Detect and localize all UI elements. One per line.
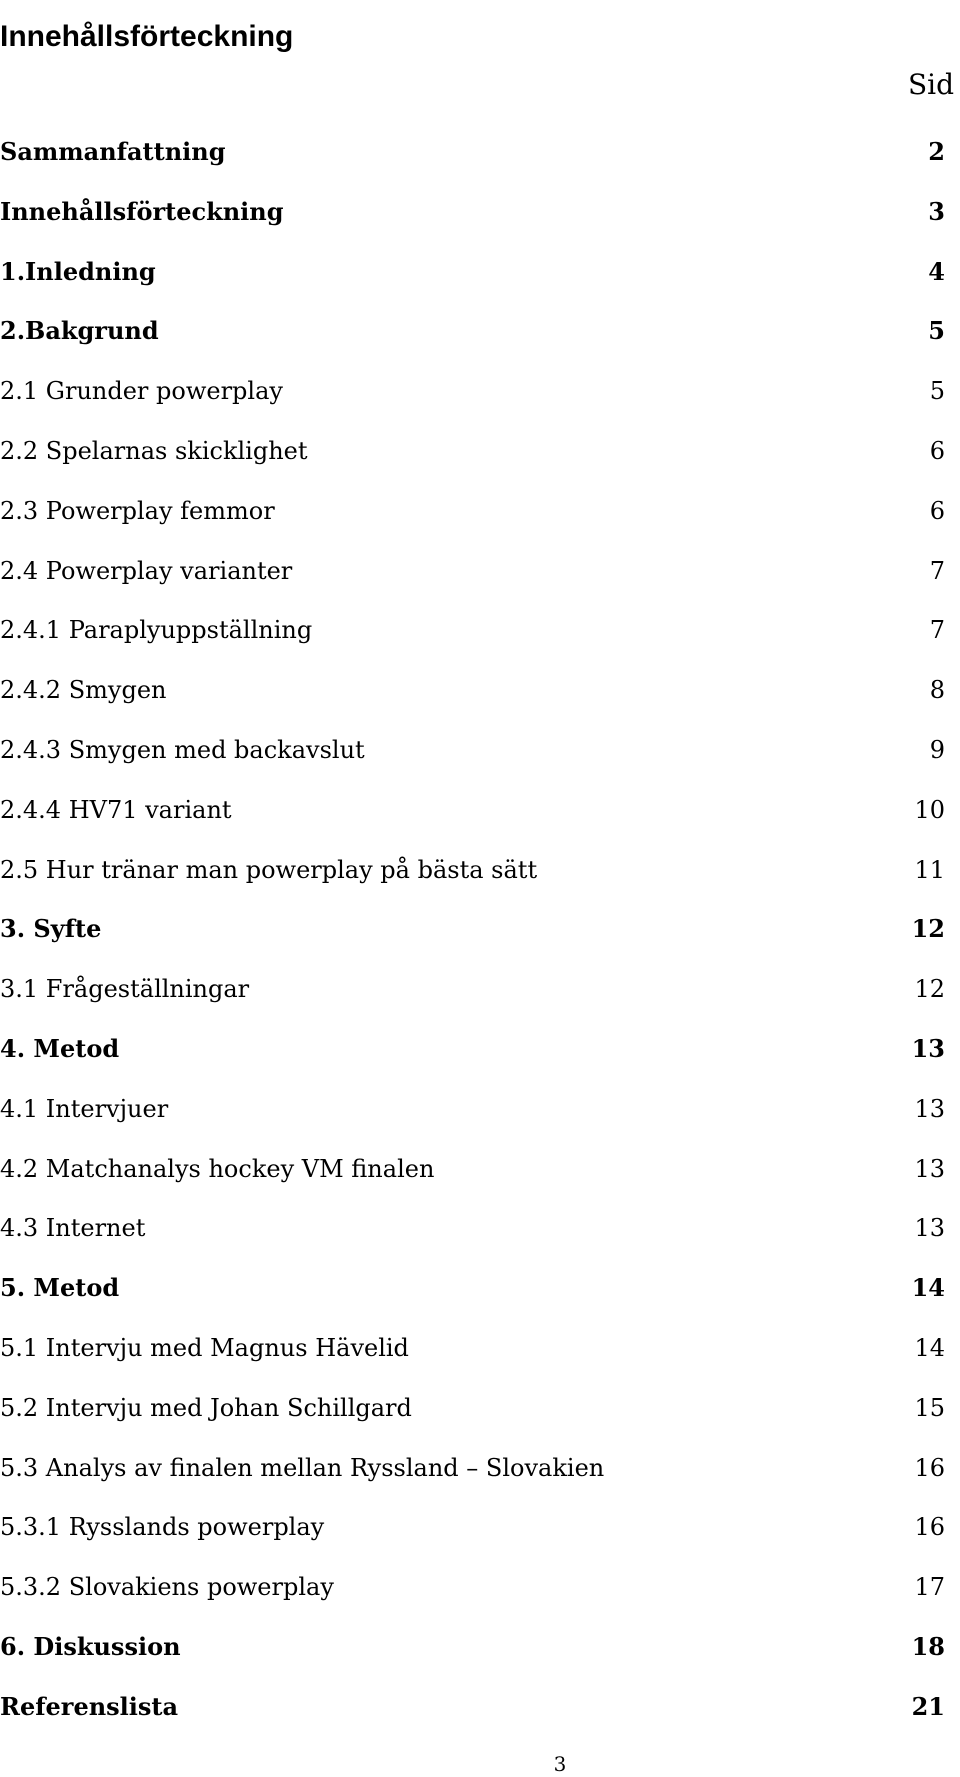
- toc-entry-page: 12: [914, 975, 945, 1004]
- toc-entry[interactable]: [0, 375, 960, 435]
- toc-entry-page: 11: [914, 855, 945, 884]
- toc-entry[interactable]: [0, 1452, 960, 1512]
- toc-entry[interactable]: [0, 1033, 960, 1093]
- page-number: 3: [553, 1752, 567, 1776]
- toc-entry-label: 4. Metod: [0, 1033, 120, 1063]
- toc-entry-page: 13: [911, 1033, 945, 1063]
- toc-entry-label: 3.1 Frågeställningar: [0, 975, 250, 1004]
- toc-entry-page: 16: [914, 1453, 945, 1482]
- toc-entry-label: 5.1 Intervju med Magnus Hävelid: [0, 1333, 409, 1362]
- toc-entry-page: 7: [929, 556, 945, 585]
- toc-entry-page: 4: [928, 256, 945, 286]
- toc-entry-page: 10: [914, 795, 945, 824]
- toc-entry-page: 17: [914, 1573, 945, 1602]
- toc-entry-label: 2.4.1 Paraplyuppställning: [0, 616, 313, 645]
- toc-entry-page: 21: [911, 1691, 945, 1721]
- toc-entry-label: 2.4 Powerplay varianter: [0, 556, 293, 585]
- toc-entry[interactable]: [0, 315, 960, 375]
- toc-entry-label: 1.Inledning: [0, 256, 156, 286]
- toc-entry-page: 2: [928, 137, 945, 166]
- toc-entry-page: 14: [914, 1333, 945, 1362]
- toc-entry-page: 3: [928, 196, 945, 226]
- toc-entry[interactable]: [0, 1571, 960, 1631]
- toc-entry-label: Referenslista: [0, 1691, 179, 1721]
- toc-entry-page: 9: [929, 735, 945, 764]
- toc-entry[interactable]: [0, 495, 960, 555]
- toc-entry-page: 8: [929, 676, 945, 705]
- toc-entry-page: 5: [928, 316, 945, 346]
- toc-entry[interactable]: [0, 435, 960, 495]
- toc-entry[interactable]: [0, 1272, 960, 1332]
- toc-entry-page: 13: [914, 1154, 945, 1183]
- toc-entry-page: 6: [929, 436, 945, 465]
- toc-entry[interactable]: [0, 614, 960, 674]
- toc-entry[interactable]: [0, 734, 960, 794]
- toc-entry-page: 18: [911, 1631, 945, 1661]
- toc-entry-page: 13: [914, 1094, 945, 1123]
- toc-entry[interactable]: [0, 674, 960, 734]
- toc-entry-page: 12: [911, 914, 945, 944]
- toc-entry-label: 5.3.1 Rysslands powerplay: [0, 1513, 325, 1542]
- toc-entry-page: 7: [929, 616, 945, 645]
- toc-entry-page: 13: [914, 1214, 945, 1243]
- toc-entry[interactable]: [0, 1153, 960, 1213]
- toc-entry-label: 4.1 Intervjuer: [0, 1094, 169, 1123]
- toc-entry[interactable]: [0, 973, 960, 1033]
- toc-entry[interactable]: [0, 1392, 960, 1452]
- toc-entry[interactable]: [0, 1212, 960, 1272]
- toc-entry-label: Innehållsförteckning: [0, 196, 284, 226]
- toc-entry[interactable]: [0, 1093, 960, 1153]
- toc-entry[interactable]: [0, 1332, 960, 1392]
- toc-entry-label: 4.3 Internet: [0, 1214, 146, 1243]
- toc-entry-page: 5: [929, 377, 945, 406]
- toc-entry-label: 3. Syfte: [0, 914, 102, 944]
- toc-entry-label: 4.2 Matchanalys hockey VM finalen: [0, 1154, 435, 1183]
- toc-entry-page: 16: [914, 1513, 945, 1542]
- toc-entry-label: 6. Diskussion: [0, 1631, 181, 1661]
- toc-entry-label: 2.4.2 Smygen: [0, 676, 167, 705]
- toc-entry-label: 2.Bakgrund: [0, 316, 159, 346]
- toc-entry-label: 2.3 Powerplay femmor: [0, 496, 275, 525]
- toc-entry-label: 2.5 Hur tränar man powerplay på bästa sätt: [0, 855, 538, 884]
- toc-entry-label: 2.2 Spelarnas skicklighet: [0, 436, 308, 465]
- toc-entry[interactable]: [0, 1691, 960, 1751]
- toc-entry-label: 5. Metod: [0, 1273, 120, 1303]
- toc-entry[interactable]: [0, 1631, 960, 1691]
- toc-entry-page: 14: [911, 1273, 945, 1303]
- toc-entry[interactable]: [0, 1511, 960, 1571]
- toc-entry-label: 5.2 Intervju med Johan Schillgard: [0, 1393, 412, 1422]
- toc-entry[interactable]: [0, 913, 960, 973]
- toc-entry[interactable]: [0, 794, 960, 854]
- table-of-contents: [0, 136, 960, 1751]
- toc-entry[interactable]: [0, 196, 960, 256]
- toc-entry-label: 5.3.2 Slovakiens powerplay: [0, 1573, 334, 1602]
- toc-entry-label: 2.4.4 HV71 variant: [0, 795, 232, 824]
- page-title: Innehållsförteckning: [0, 20, 294, 54]
- toc-entry-page: 6: [929, 496, 945, 525]
- page-column-header: Sid: [908, 68, 955, 101]
- toc-entry[interactable]: [0, 555, 960, 615]
- toc-entry[interactable]: [0, 256, 960, 316]
- toc-entry-label: Sammanfattning: [0, 137, 226, 166]
- toc-entry-page: 15: [914, 1393, 945, 1422]
- toc-entry[interactable]: [0, 136, 960, 196]
- toc-entry-label: 2.1 Grunder powerplay: [0, 377, 283, 406]
- toc-entry[interactable]: [0, 854, 960, 914]
- toc-entry-label: 2.4.3 Smygen med backavslut: [0, 735, 365, 764]
- toc-entry-label: 5.3 Analys av finalen mellan Ryssland – Slovakien: [0, 1453, 605, 1482]
